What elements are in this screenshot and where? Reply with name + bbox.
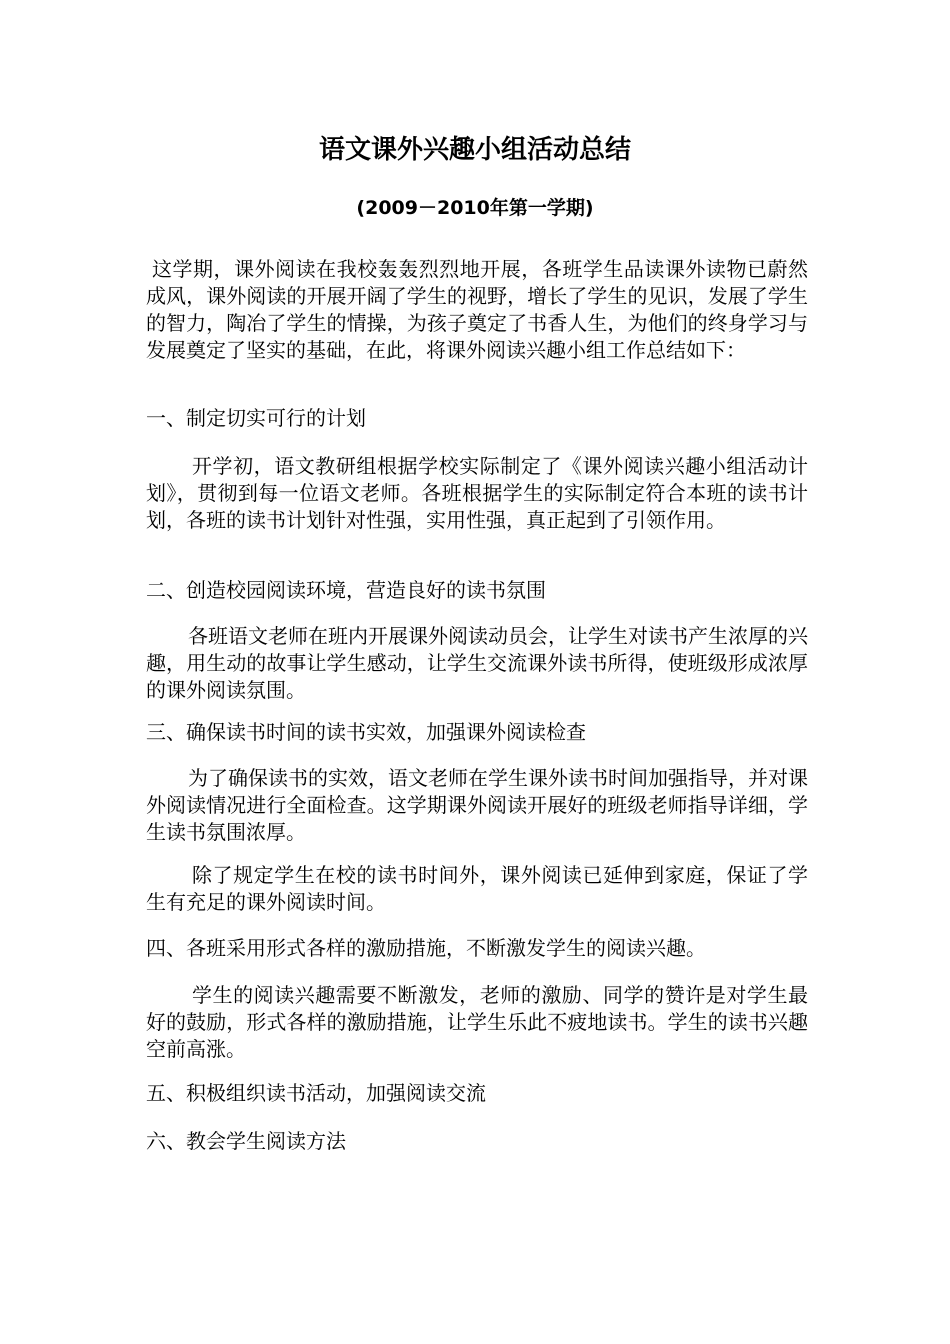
section-4-paragraph-1: 学生的阅读兴趣需要不断激发，老师的激励、同学的赞许是对学生最好的鼓励，形式各样的激励措施，让学生乐此不疲地读书。学生的读书兴趣空前高涨。 [146, 983, 808, 1061]
section-4-heading: 四、各班采用形式各样的激励措施，不断激发学生的阅读兴趣。 [146, 936, 706, 960]
intro-paragraph: 这学期，课外阅读在我校轰轰烈烈地开展，各班学生品读课外读物已蔚然成风，课外阅读的开展开阔了学生的视野，增长了学生的见识，发展了学生的智力，陶冶了学生的情操，为孩子奠定了书香人生，为他们的终身学习与发展奠定了坚实的基础，在此，将课外阅读兴趣小组工作总结如下： [146, 257, 808, 362]
section-2-heading: 二、创造校园阅读环境，营造良好的读书氛围 [146, 578, 546, 602]
section-3-paragraph-1: 为了确保读书的实效，语文老师在学生课外读书时间加强指导，并对课外阅读情况进行全面检查。这学期课外阅读开展好的班级老师指导详细，学生读书氛围浓厚。 [146, 766, 808, 844]
section-6-heading: 六、教会学生阅读方法 [146, 1129, 346, 1153]
document-subtitle: (2009－2010年第一学期) [356, 197, 594, 219]
document-title: 语文课外兴趣小组活动总结 [318, 135, 631, 165]
section-1-heading: 一、制定切实可行的计划 [146, 406, 366, 430]
section-1-paragraph-1: 开学初，语文教研组根据学校实际制定了《课外阅读兴趣小组活动计划》，贯彻到每一位语文老师。各班根据学生的实际制定符合本班的读书计划，各班的读书计划针对性强，实用性强，真正起到了引领作用。 [146, 454, 808, 532]
section-3-paragraph-2: 除了规定学生在校的读书时间外，课外阅读已延伸到家庭，保证了学生有充足的课外阅读时间。 [146, 863, 808, 914]
section-5-heading: 五、积极组织读书活动，加强阅读交流 [146, 1081, 486, 1105]
section-3-heading: 三、确保读书时间的读书实效，加强课外阅读检查 [146, 720, 586, 744]
section-2-paragraph-1: 各班语文老师在班内开展课外阅读动员会，让学生对读书产生浓厚的兴趣，用生动的故事让学生感动，让学生交流课外读书所得，使班级形成浓厚的课外阅读氛围。 [146, 624, 808, 702]
